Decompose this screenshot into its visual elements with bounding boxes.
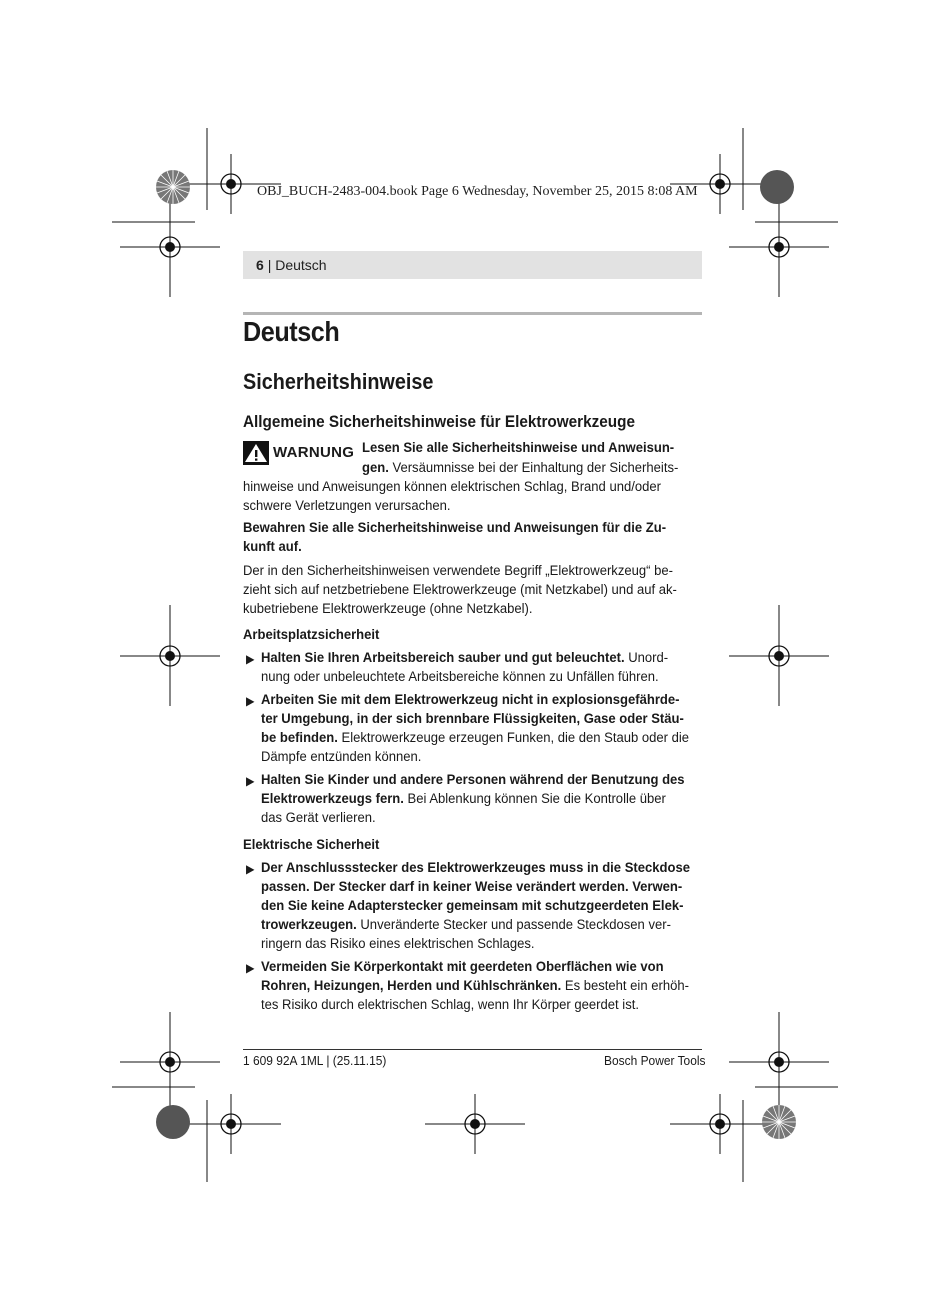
workplace-b3-line-3: das Gerät verlieren.: [261, 810, 376, 826]
workplace-b3-line-1: Halten Sie Kinder und andere Personen während der Benutzung des: [261, 772, 685, 788]
warning-icon: [243, 441, 269, 465]
header-separator: |: [267, 257, 272, 273]
warning-line-3: hinweise und Anweisungen können elektrischen Schlag, Brand und/oder: [243, 479, 661, 495]
bullet-icon: ▶: [246, 694, 255, 708]
definition-line-1: Der in den Sicherheitshinweisen verwendete Begriff „Elektrowerkzeug“ be-: [243, 563, 673, 579]
warning-line-2: gen. Versäumnisse bei der Einhaltung der Sicherheits-: [362, 460, 679, 476]
workplace-b2-line-3: be befinden. Elektrowerkzeuge erzeugen Funken, die den Staub oder die: [261, 730, 690, 746]
bullet-icon: ▶: [246, 652, 255, 666]
workplace-b2-line-4: Dämpfe entzünden können.: [261, 749, 422, 765]
electric-b2-line-2: Rohren, Heizungen, Herden und Kühlschränken. Es besteht ein erhöh-: [261, 978, 689, 994]
keep-line-2: kunft auf.: [243, 539, 302, 555]
electric-b2-line-3: tes Risiko durch elektrischen Schlag, wenn Ihr Körper geerdet ist.: [261, 997, 639, 1013]
file-slug: OBJ_BUCH-2483-004.book Page 6 Wednesday, November 25, 2015 8:08 AM: [257, 184, 698, 199]
electric-b1-line-3: den Sie keine Adapterstecker gemeinsam mit schutzgeerdeten Elek-: [261, 898, 684, 914]
section-title: Sicherheitshinweise: [243, 369, 434, 394]
subsection-title: Allgemeine Sicherheitshinweise für Elektrowerkzeuge: [243, 412, 635, 431]
title-rule: [243, 312, 702, 315]
electric-b1-line-4: trowerkzeugen. Unveränderte Stecker und passende Steckdosen ver-: [261, 917, 671, 933]
bullet-icon: ▶: [246, 862, 255, 876]
workplace-b2-line-2: ter Umgebung, in der sich brennbare Flüssigkeiten, Gase oder Stäu-: [261, 711, 684, 727]
warning-line-1: Lesen Sie alle Sicherheitshinweise und Anweisun-: [362, 440, 675, 456]
footer-rule: [243, 1049, 702, 1050]
definition-line-2: zieht sich auf netzbetriebene Elektrowerkzeuge (mit Netzkabel) und auf ak-: [243, 582, 677, 598]
warning-label: WARNUNG: [273, 444, 355, 461]
workplace-b1-line-2: nung oder unbeleuchtete Arbeitsbereiche können zu Unfällen führen.: [261, 669, 659, 685]
running-header: [243, 251, 702, 279]
electric-b1-line-1: Der Anschlussstecker des Elektrowerkzeuges muss in die Steckdose: [261, 860, 690, 876]
bullet-icon: ▶: [246, 774, 255, 788]
keep-line-1: Bewahren Sie alle Sicherheitshinweise und Anweisungen für die Zu-: [243, 520, 667, 536]
footer-brand: Bosch Power Tools: [604, 1053, 706, 1068]
workplace-b1-line-1: Halten Sie Ihren Arbeitsbereich sauber und gut beleuchtet. Unord-: [261, 650, 669, 666]
page-number: 6: [256, 257, 264, 273]
electric-b1-line-2: passen. Der Stecker darf in keiner Weise verändert werden. Verwen-: [261, 879, 683, 895]
page-title: Deutsch: [243, 316, 340, 347]
workplace-b2-line-1: Arbeiten Sie mit dem Elektrowerkzeug nicht in explosionsgefährde-: [261, 692, 680, 708]
bullet-icon: ▶: [246, 961, 255, 975]
section-heading-workplace: Arbeitsplatzsicherheit: [243, 627, 380, 643]
electric-b1-line-5: ringern das Risiko eines elektrischen Schlages.: [261, 936, 535, 952]
warning-line-4: schwere Verletzungen verursachen.: [243, 498, 451, 514]
header-language: Deutsch: [275, 257, 327, 273]
workplace-b3-line-2: Elektrowerkzeugs fern. Bei Ablenkung können Sie die Kontrolle über: [261, 791, 666, 807]
electric-b2-line-1: Vermeiden Sie Körperkontakt mit geerdeten Oberflächen wie von: [261, 959, 664, 975]
section-heading-electric: Elektrische Sicherheit: [243, 837, 380, 853]
footer-doc-number: 1 609 92A 1ML | (25.11.15): [243, 1053, 387, 1068]
warning-badge: [243, 441, 355, 465]
definition-line-3: kubetriebene Elektrowerkzeuge (ohne Netzkabel).: [243, 601, 533, 617]
